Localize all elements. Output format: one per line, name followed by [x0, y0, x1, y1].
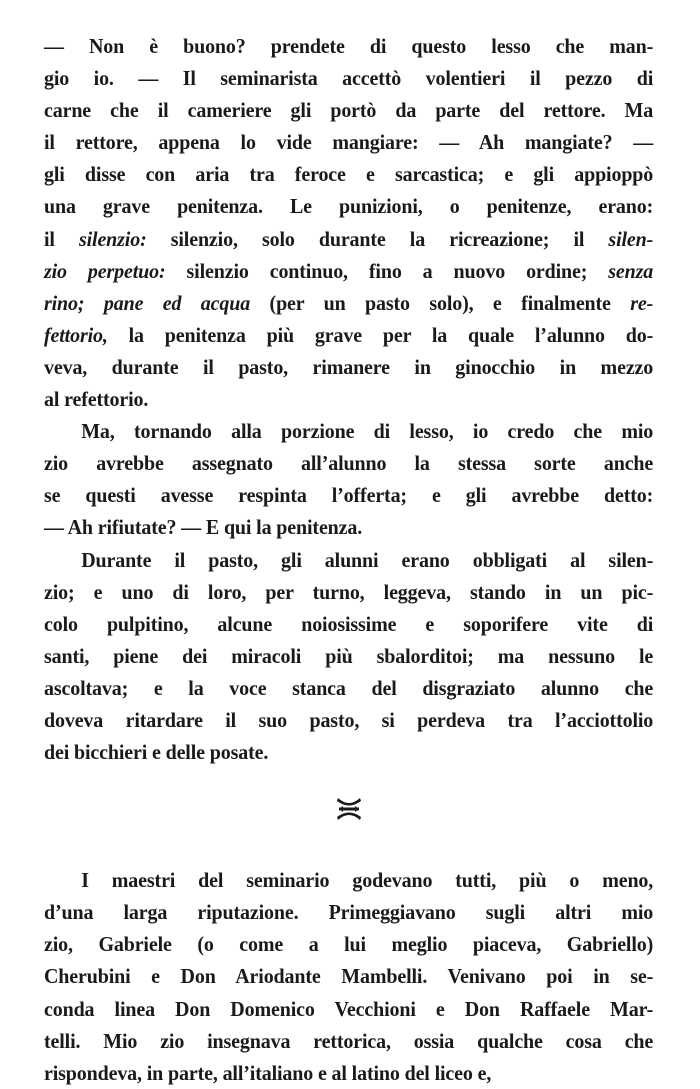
text-run: zio avrebbe assegnato all’alunno la stessa sorte anche: [44, 451, 654, 476]
text-line: [44, 544, 653, 576]
text-line: [44, 1057, 653, 1089]
text-run: conda linea Don Domenico Vecchioni e Don Raffaele Mar-: [44, 996, 654, 1021]
text-run: il rettore, appena lo vide mangiare: — Ah mangiate? —: [44, 130, 654, 155]
text-block-before-ornament: [44, 30, 653, 768]
section-break-ornament-icon: [334, 796, 364, 822]
text-line: [44, 576, 653, 608]
text-run: doveva ritardare il suo pasto, si perdeva tra l’acciottolio: [44, 707, 654, 732]
text-run: — Non è buono? prendete di questo lesso che man-: [44, 34, 654, 58]
text-run: silenzio continuo, fino a nuovo ordine;: [165, 258, 609, 283]
text-line: [44, 640, 653, 672]
text-line: [44, 608, 653, 640]
text-run: zio; e uno di loro, per turno, leggeva, stando in un pic-: [44, 579, 654, 604]
text-run: Cherubini e Don Ariodante Mambelli. Venivano poi in se-: [44, 964, 654, 989]
italic-text: re-: [630, 290, 654, 315]
text-line: [44, 383, 653, 415]
paragraph: [44, 864, 653, 1089]
text-line: [44, 62, 653, 94]
text-line: [44, 447, 653, 479]
text-block-after-ornament: [44, 864, 653, 1089]
text-run: Ma, tornando alla porzione di lesso, io credo che mio: [81, 419, 654, 444]
text-run: d’una larga riputazione. Primeggiavano sugli altri mio: [44, 900, 654, 925]
text-run: carne che il cameriere gli portò da parte del rettore. Ma: [44, 98, 654, 123]
text-line: [44, 223, 653, 255]
text-line: [44, 960, 653, 992]
text-line: [44, 704, 653, 736]
text-run: il: [44, 226, 79, 251]
text-line: [44, 126, 653, 158]
text-line: [44, 287, 653, 319]
paragraph: [44, 30, 653, 415]
text-line: [44, 896, 653, 928]
text-run: — Ah rifiutate? — E qui la penitenza.: [44, 515, 363, 540]
paragraph: [44, 544, 653, 769]
text-run: una grave penitenza. Le punizioni, o penitenze, erano:: [44, 194, 654, 219]
text-run: ascoltava; e la voce stanca del disgraziato alunno che: [44, 675, 654, 700]
italic-text: senza: [608, 258, 654, 283]
text-run: santi, piene dei miracoli più sbalorditoi; ma nessuno le: [44, 643, 654, 668]
text-line: [44, 672, 653, 704]
italic-text: silenzio:: [78, 226, 147, 251]
text-line: [44, 864, 653, 896]
italic-text: rino; pane ed acqua: [44, 290, 251, 315]
text-line: [44, 30, 653, 62]
text-line: [44, 158, 653, 190]
text-run: silenzio, solo durante la ricreazione; il: [146, 226, 609, 251]
text-run: Durante il pasto, gli alunni erano obbligati al silen-: [81, 547, 654, 572]
text-line: [44, 736, 653, 768]
text-run: la penitenza più grave per la quale l’alunno do-: [107, 322, 654, 347]
italic-text: zio perpetuo:: [44, 258, 166, 283]
text-run: se questi avesse respinta l’offerta; e gli avrebbe detto:: [44, 483, 654, 508]
text-line: [44, 928, 653, 960]
text-run: colo pulpitino, alcune noiosissime e soporifere vite di: [44, 611, 654, 636]
text-line: [44, 511, 653, 543]
paragraph: [44, 415, 653, 543]
text-line: [44, 255, 653, 287]
text-run: gli disse con aria tra feroce e sarcastica; e gli appioppò: [44, 162, 654, 187]
section-break: [44, 768, 653, 864]
text-run: al refettorio.: [44, 387, 149, 412]
text-run: I maestri del seminario godevano tutti, più o meno,: [81, 868, 654, 893]
text-line: [44, 993, 653, 1025]
text-run: veva, durante il pasto, rimanere in ginocchio in mezzo: [44, 354, 654, 379]
text-run: telli. Mio zio insegnava rettorica, ossia qualche cosa che: [44, 1028, 654, 1053]
italic-text: silen-: [608, 226, 654, 251]
document-page: [44, 30, 653, 1089]
text-line: [44, 1025, 653, 1057]
text-run: dei bicchieri e delle posate.: [44, 740, 269, 765]
text-run: gio io. — Il seminarista accettò volentieri il pezzo di: [44, 66, 654, 91]
text-line: [44, 351, 653, 383]
italic-text: fettorio,: [44, 322, 108, 347]
text-run: zio, Gabriele (o come a lui meglio piaceva, Gabriello): [44, 932, 654, 957]
text-line: [44, 190, 653, 222]
text-line: [44, 479, 653, 511]
text-run: (per un pasto solo), e finalmente: [250, 290, 631, 315]
text-run: rispondeva, in parte, all’italiano e al latino del liceo e,: [44, 1060, 492, 1085]
text-line: [44, 415, 653, 447]
text-line: [44, 319, 653, 351]
text-line: [44, 94, 653, 126]
